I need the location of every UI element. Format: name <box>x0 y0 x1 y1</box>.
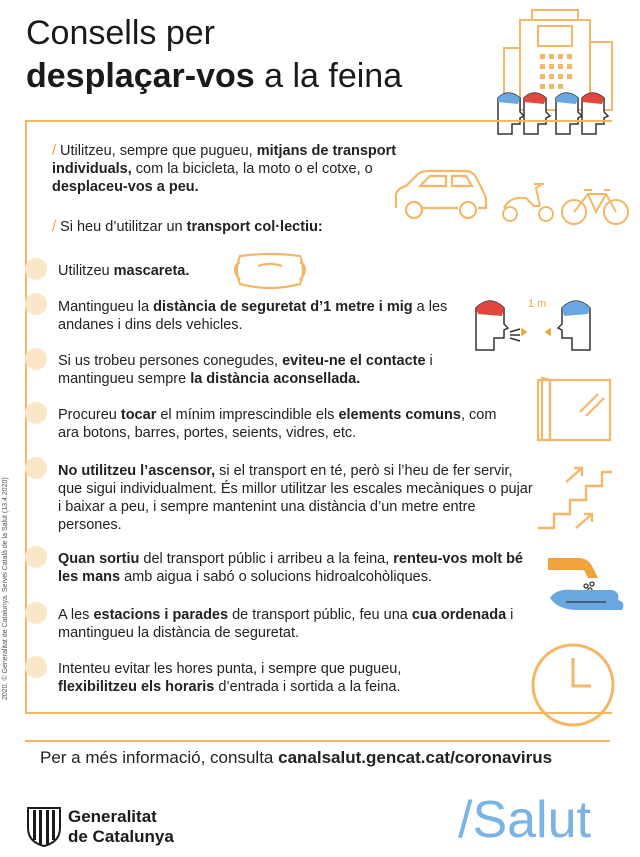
text-bold: elements comuns <box>338 407 461 423</box>
tip-elevator <box>58 462 533 534</box>
window-door-icon <box>534 376 614 442</box>
text-bold: eviteu-ne el contacte <box>282 353 426 369</box>
text: si el transport en té, però si l’heu de fer servir, que sigui individualment. És millor utilitzar les escales mecàniques o pujar i baixar a peu, i sempre mantenint una distància d’un metre entre persones. <box>58 463 533 533</box>
info-link[interactable]: canalsalut.gencat.cat/coronavirus <box>278 748 553 767</box>
bullet-dot <box>25 656 47 678</box>
text: de transport públic, feu una <box>228 607 412 623</box>
text-bold: Quan sortiu <box>58 551 140 567</box>
text: i mantingueu sempre <box>58 353 433 387</box>
bullet-dot <box>25 546 47 568</box>
tip-mask <box>58 262 218 280</box>
scooter-icon <box>500 180 556 224</box>
text: Mantingueu la <box>58 299 154 315</box>
title-bold: desplaçar-vos <box>26 57 255 95</box>
tip-queue <box>58 606 533 642</box>
tip-touch <box>58 406 508 442</box>
slash-marker: / <box>52 143 57 159</box>
text: de Catalunya <box>68 827 174 846</box>
bullet-dot <box>25 293 47 315</box>
text: amb aigua i sabó o solucions hidroalcohòliques. <box>120 569 433 585</box>
generalitat-name <box>68 807 174 847</box>
bullet-dot <box>25 402 47 424</box>
copyright-text: 2020. © Generalitat de Catalunya. Servei Català de la Salut (13.4.2020) <box>2 477 9 700</box>
tip-distance <box>58 298 458 334</box>
text: d’entrada i sortida a la feina. <box>214 679 401 695</box>
text: Si us trobeu persones conegudes, <box>58 353 283 369</box>
text: Si heu d’utilitzar un <box>56 219 187 235</box>
text: com la bicicleta, la moto o el cotxe, o <box>131 161 373 177</box>
generalitat-logo-icon <box>26 806 62 846</box>
title-line-1: Consells per <box>26 14 215 52</box>
text: Per a més informació, consulta <box>40 748 279 767</box>
bullet-dot <box>25 258 47 280</box>
text: i mantingueu la distància de seguretat. <box>58 607 514 641</box>
text-bold: No utilitzeu l’ascensor, <box>58 463 216 479</box>
face-mask-icon <box>228 250 312 290</box>
intro-paragraph-2 <box>52 218 412 236</box>
bullet-dot <box>25 348 47 370</box>
text-bold: estacions i parades <box>93 607 229 623</box>
divider <box>25 740 610 742</box>
text-bold: la distància aconsellada. <box>190 371 361 387</box>
stairs-icon <box>536 464 614 534</box>
text-bold: distància de seguretat d’1 metre i mig <box>153 299 413 315</box>
text: , com ara botons, barres, portes, seients, vidres, etc. <box>58 407 497 441</box>
car-icon <box>392 168 492 224</box>
text: el mínim imprescindible els <box>156 407 339 423</box>
tip-wash-hands <box>58 550 533 586</box>
salut-logo: /Salut <box>458 791 591 849</box>
text-bold: cua ordenada <box>411 607 507 623</box>
text: Utilitzeu, sempre que pugueu, <box>56 143 257 159</box>
text: a les andanes i dins dels vehicles. <box>58 299 448 333</box>
text: Intenteu evitar les hores punta, i sempre que pugueu, <box>58 661 402 677</box>
slash-marker: / <box>52 219 57 235</box>
hand-washing-icon <box>540 540 628 626</box>
text-bold: flexibilitzeu els horaris <box>58 679 215 695</box>
more-info <box>40 746 552 770</box>
text-bold: mascareta. <box>113 263 190 279</box>
tip-contact <box>58 352 478 388</box>
text-bold: tocar <box>120 407 157 423</box>
text: del transport públic i arribeu a la feina, <box>139 551 394 567</box>
bullet-dot <box>25 457 47 479</box>
text: Utilitzeu <box>58 263 114 279</box>
title-rest: a la feina <box>254 57 403 95</box>
bicycle-icon <box>560 184 630 226</box>
distance-label: 1 m <box>528 298 547 310</box>
clock-icon <box>528 640 618 730</box>
text-bold: mitjans de transport individuals, <box>52 143 397 177</box>
text: A les <box>58 607 94 623</box>
text: Procureu <box>58 407 121 423</box>
text: Generalitat <box>68 807 157 826</box>
intro-paragraph-1 <box>52 142 412 196</box>
title-line-2 <box>26 56 402 96</box>
text-bold: desplaceu-vos a peu. <box>52 179 199 195</box>
text-bold: renteu-vos molt bé les mans <box>58 551 523 585</box>
tip-schedule <box>58 660 448 696</box>
bullet-dot <box>25 602 47 624</box>
text-bold: transport col·lectiu: <box>186 219 323 235</box>
